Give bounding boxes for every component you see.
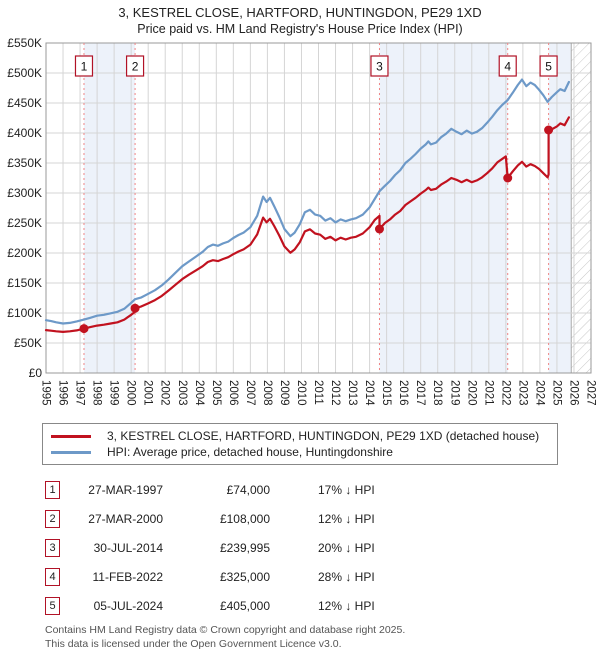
- sale-price: £239,995: [219, 540, 270, 555]
- sale-number: 2: [45, 510, 60, 528]
- svg-text:2003: 2003: [175, 380, 188, 406]
- sale-vs-hpi: 12% ↓ HPI: [318, 511, 375, 526]
- svg-text:2026: 2026: [567, 380, 580, 406]
- svg-text:3: 3: [376, 59, 383, 74]
- sale-vs-hpi: 28% ↓ HPI: [318, 569, 375, 584]
- page-title: 3, KESTREL CLOSE, HARTFORD, HUNTINGDON, PE29 1XD: [118, 5, 482, 20]
- legend-line-blue: [51, 451, 91, 454]
- svg-text:2023: 2023: [516, 380, 529, 406]
- chart-legend: [42, 423, 558, 465]
- svg-text:1997: 1997: [73, 380, 86, 406]
- sale-number: 4: [45, 568, 60, 586]
- sale-date: 30-JUL-2014: [93, 540, 163, 555]
- svg-text:1996: 1996: [56, 380, 69, 406]
- sale-price: £325,000: [219, 569, 270, 584]
- svg-text:2002: 2002: [158, 380, 171, 406]
- svg-text:2004: 2004: [192, 380, 205, 406]
- shaded-bands: [84, 43, 571, 373]
- svg-text:2016: 2016: [397, 380, 410, 406]
- svg-text:2006: 2006: [226, 380, 239, 406]
- svg-text:2020: 2020: [465, 380, 478, 406]
- sale-number-box: [45, 597, 65, 615]
- sale-date: 11-FEB-2022: [92, 569, 163, 584]
- svg-text:2010: 2010: [295, 380, 307, 406]
- svg-text:2008: 2008: [260, 380, 273, 406]
- sale-price: £74,000: [226, 482, 270, 497]
- sale-price: £108,000: [219, 511, 270, 526]
- svg-text:2014: 2014: [363, 380, 376, 406]
- svg-text:£500K: £500K: [7, 66, 42, 80]
- sale-number-box: [45, 481, 65, 499]
- svg-text:5: 5: [545, 59, 552, 74]
- sale-number: 1: [45, 481, 60, 499]
- svg-text:£350K: £350K: [7, 156, 42, 170]
- sale-date: 05-JUL-2024: [93, 598, 163, 613]
- svg-text:£100K: £100K: [7, 306, 42, 320]
- svg-text:2018: 2018: [431, 380, 444, 406]
- sale-vs-hpi: 12% ↓ HPI: [318, 598, 375, 613]
- svg-text:2012: 2012: [329, 380, 341, 406]
- sales-table: [45, 475, 600, 620]
- svg-text:2025: 2025: [550, 380, 563, 406]
- svg-text:£50K: £50K: [13, 336, 42, 350]
- sale-date: 27-MAR-1997: [88, 482, 163, 497]
- svg-text:2024: 2024: [533, 380, 546, 406]
- legend-row-property: [43, 428, 551, 444]
- svg-text:£550K: £550K: [7, 38, 42, 50]
- svg-text:£250K: £250K: [7, 216, 42, 230]
- svg-text:2011: 2011: [312, 380, 324, 405]
- sale-row: [45, 475, 600, 504]
- x-axis-labels: [40, 380, 597, 406]
- price-hpi-chart: [0, 38, 600, 418]
- svg-text:2027: 2027: [584, 380, 597, 406]
- footer-line-2: This data is licensed under the Open Government Licence v3.0.: [45, 637, 342, 650]
- legend-line-red: [51, 435, 91, 438]
- svg-text:2005: 2005: [209, 380, 222, 406]
- svg-text:2: 2: [131, 59, 139, 74]
- svg-text:£450K: £450K: [7, 96, 42, 110]
- svg-text:2000: 2000: [124, 380, 137, 406]
- svg-text:1998: 1998: [90, 380, 103, 406]
- svg-text:£400K: £400K: [7, 126, 42, 140]
- legend-row-hpi: [43, 444, 551, 460]
- svg-text:£200K: £200K: [7, 246, 42, 260]
- svg-text:2007: 2007: [243, 380, 256, 406]
- footer-line-1: Contains HM Land Registry data © Crown copyright and database right 2025.: [45, 624, 406, 636]
- svg-text:£300K: £300K: [7, 186, 42, 200]
- sale-row: [45, 562, 600, 591]
- svg-text:2022: 2022: [499, 380, 512, 406]
- sale-row: [45, 504, 600, 533]
- svg-text:2001: 2001: [141, 380, 154, 406]
- svg-text:2015: 2015: [380, 380, 393, 406]
- sale-date: 27-MAR-2000: [88, 511, 163, 526]
- sale-number: 5: [45, 597, 60, 615]
- sale-number: 3: [45, 539, 60, 557]
- sale-number-box: [45, 568, 65, 586]
- sale-vs-hpi: 20% ↓ HPI: [318, 540, 375, 555]
- sale-number-box: [45, 539, 65, 557]
- sale-vs-hpi: 17% ↓ HPI: [318, 482, 375, 497]
- svg-text:1999: 1999: [107, 380, 120, 406]
- sale-row: [45, 591, 600, 620]
- y-axis-labels: [7, 38, 42, 380]
- page-subtitle: Price paid vs. HM Land Registry's House Price Index (HPI): [137, 22, 463, 36]
- sale-number-box: [45, 510, 65, 528]
- svg-text:2013: 2013: [346, 380, 359, 406]
- svg-text:2021: 2021: [482, 380, 495, 406]
- svg-text:£150K: £150K: [7, 276, 42, 290]
- sale-row: [45, 533, 600, 562]
- svg-text:2019: 2019: [448, 380, 461, 406]
- legend-label-hpi: HPI: Average price, detached house, Huntingdonshire: [107, 445, 393, 459]
- svg-text:2009: 2009: [277, 380, 290, 406]
- svg-text:4: 4: [504, 59, 512, 74]
- footer: [45, 624, 600, 651]
- svg-text:2017: 2017: [414, 380, 427, 406]
- svg-text:1: 1: [80, 59, 88, 74]
- svg-text:1995: 1995: [39, 380, 52, 406]
- legend-label-property: 3, KESTREL CLOSE, HARTFORD, HUNTINGDON, PE29 1XD (detached house): [107, 429, 540, 443]
- svg-text:£0: £0: [28, 366, 42, 380]
- sale-price: £405,000: [219, 598, 270, 613]
